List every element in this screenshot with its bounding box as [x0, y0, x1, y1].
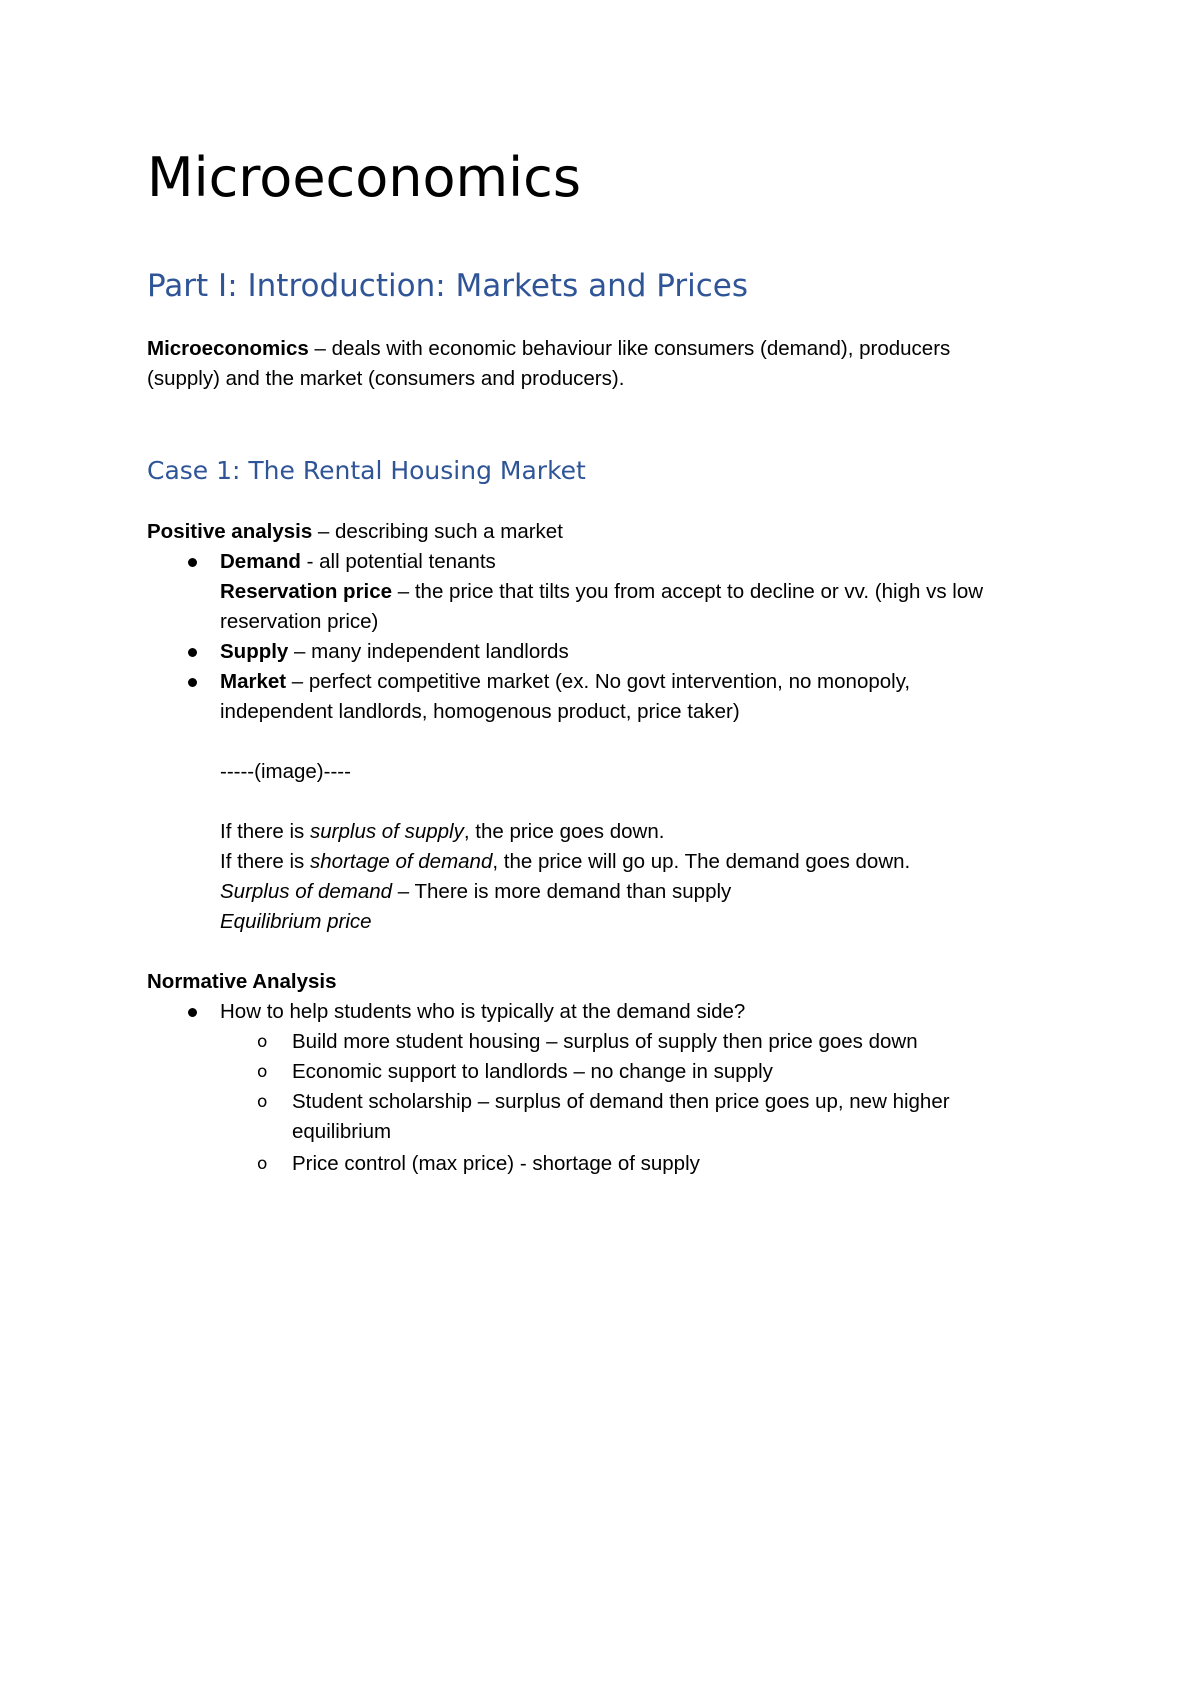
shortage-demand-term: shortage of demand [310, 850, 493, 873]
reservation-price-line-1 [220, 577, 983, 607]
definition-line-1 [147, 334, 950, 364]
positive-analysis-text: – describing such a market [312, 520, 563, 543]
bullet-dot [188, 558, 197, 567]
definition-term: Microeconomics [147, 337, 309, 360]
surplus-demand-line [220, 877, 731, 907]
normative-option-4: Price control (max price) - shortage of supply [292, 1152, 700, 1175]
surplus-demand-term: Surplus of demand [220, 880, 393, 903]
market-item-line-1 [220, 667, 910, 697]
document-title: Microeconomics [147, 146, 581, 209]
reservation-price-text: – the price that tilts you from accept to decline or vv. (high vs low [392, 580, 984, 603]
market-item-line-2: independent landlords, homogenous product, price taker) [220, 700, 740, 723]
demand-item [220, 547, 496, 577]
demand-text: - all potential tenants [300, 550, 496, 573]
bullet-dot [188, 678, 197, 687]
normative-option-1: Build more student housing – surplus of supply then price goes down [292, 1030, 918, 1053]
case1-heading: Case 1: The Rental Housing Market [147, 456, 586, 485]
normative-option-3-line-2: equilibrium [292, 1120, 392, 1143]
equilibrium-price-term: Equilibrium price [220, 910, 372, 933]
positive-analysis-term: Positive analysis [147, 520, 313, 543]
surplus-supply-post: , the price goes down. [463, 820, 665, 843]
supply-term: Supply [220, 640, 289, 663]
reservation-price-term: Reservation price [220, 580, 393, 603]
market-text: – perfect competitive market (ex. No govt intervention, no monopoly, [286, 670, 911, 693]
bullet-dot [188, 648, 197, 657]
market-term: Market [220, 670, 287, 693]
image-placeholder: -----(image)---- [220, 760, 351, 783]
sub-bullet-marker: o [257, 1092, 268, 1112]
positive-analysis-line [147, 517, 563, 547]
supply-item [220, 637, 569, 667]
normative-option-3: Student scholarship – surplus of demand then price goes up, new higher [292, 1090, 950, 1113]
reservation-price-line-2: reservation price) [220, 610, 379, 633]
sub-bullet-marker: o [257, 1062, 268, 1082]
normative-heading-text: Normative Analysis [147, 970, 337, 993]
bullet-dot [188, 1008, 197, 1017]
sub-bullet-marker: o [257, 1032, 268, 1052]
normative-question: How to help students who is typically at the demand side? [220, 1000, 746, 1023]
normative-heading [147, 967, 337, 997]
definition-line-2: (supply) and the market (consumers and producers). [147, 367, 625, 390]
surplus-demand-text: – There is more demand than supply [392, 880, 732, 903]
shortage-demand-post: , the price will go up. The demand goes down. [492, 850, 911, 873]
part1-heading: Part I: Introduction: Markets and Prices [147, 268, 749, 304]
equilibrium-price-line [220, 907, 372, 937]
surplus-supply-term: surplus of supply [310, 820, 464, 843]
supply-text: – many independent landlords [288, 640, 569, 663]
shortage-demand-pre: If there is [220, 850, 311, 873]
demand-term: Demand [220, 550, 301, 573]
sub-bullet-marker: o [257, 1154, 268, 1174]
normative-option-2: Economic support to landlords – no change in supply [292, 1060, 773, 1083]
surplus-supply-pre: If there is [220, 820, 311, 843]
definition-text: – deals with economic behaviour like consumers (demand), producers [308, 337, 951, 360]
shortage-demand-line [220, 847, 910, 877]
surplus-supply-line [220, 817, 664, 847]
